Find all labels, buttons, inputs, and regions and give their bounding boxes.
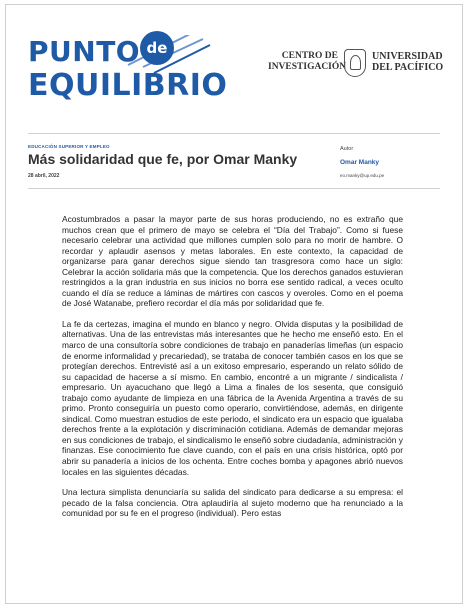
logo-text-punto: PUNTO [28,35,141,68]
university-name: UNIVERSIDAD DEL PACÍFICO [372,51,444,73]
punto-de-equilibrio-logo [28,35,228,105]
article-body [62,214,403,529]
article-date: 28 abril, 2022 [28,173,60,179]
section-label: EDUCACIÓN SUPERIOR Y EMPLEO [28,144,110,149]
article-title: Más solidaridad que fe, por Omar Manky [28,151,298,167]
body-paragraph: Acostumbrados a pasar la mayor parte de sus horas produciendo, no es extraño que muchos crean que el primero de mayo se celebra el “Día del Trabajo”. Como si fuese necesario celebrar una actividad que millones cumplen solo para no morir de hambre. O recordar y aplaudir asensos y metas laborales. En este contexto, la capacidad de organizarse para ganar derechos sigue siendo tan trasgresora como hace un siglo: Celebrar la acción solidaria más que la competencia. Que los derechos ganados estuvieran restringidos a la gran industria en sus inicios no borra ese sentido radical, a veces oculto cuando el día se reduce a láminas de mártires con cascos y overoles. Como en el poema de José Watanabe, prefiero recordar el día más por solidaridad que fe. [62,214,403,309]
logo-text-equilibrio: EQUILIBRIO [28,68,228,103]
author-email: eo.manky@up.edu.pe [340,173,385,178]
author-label: Autor [340,146,354,152]
document-page [5,4,463,604]
body-paragraph: La fe da certezas, imagina el mundo en blanco y negro. Olvida disputas y la posibilidad de alternativas. Una de las entrevistas más interesantes que he hecho me enseñó esto. En el marco de una consultoría sobre condiciones de trabajo en panaderías limeñas (un espacio de enorme informalidad y precariedad), se trataba de conocer también casos en los que se protegían derechos. Entrevisté así a un exitoso empresario, esperando un relato sólido de su capacidad de hacerse a sí mismo. En cambio, encontré a un migrante / sindicalista / empresario. Un ayacuchano que llegó a Lima a finales de los sesenta, que consiguió trabajo como ayudante de limpieza en una fábrica de la Avenida Argentina a través de su primo. Pronto conseguiría un puesto como operario, convirtiéndose, además, en dirigente sindical. Como muestran estudios de este periodo, el sindicato era un espacio que igualaba derechos frente a la explotación y discriminación cotidiana. Además de demandar mejoras en sus condiciones de trabajo, el sindicalismo le enseñó sobre ciudadanía, administración y finanzas. Ese conocimiento fue clave cuando, con el país en una crisis histórica, optó por abrir su panadería a inicios de los ochenta. Entre coches bomba y apagones abrió nuevos locales en las siguientes décadas. [62,318,403,477]
institution-header [268,49,448,83]
research-center-name: CENTRO DE INVESTIGACIÓN [268,51,347,72]
header-divider [28,133,440,134]
body-paragraph: Una lectura simplista denunciaría su salida del sindicato para dedicarse a su empresa: el pecado de la falsa conciencia. Otra aplaudiría al sujeto moderno que ha renunciado a la comunidad por su fe en el progreso (individual). Pero estas [62,487,403,519]
author-name: Omar Manky [340,159,380,166]
title-divider [28,188,440,189]
logo-text-de: de [140,31,174,65]
university-seal-icon [344,49,366,77]
